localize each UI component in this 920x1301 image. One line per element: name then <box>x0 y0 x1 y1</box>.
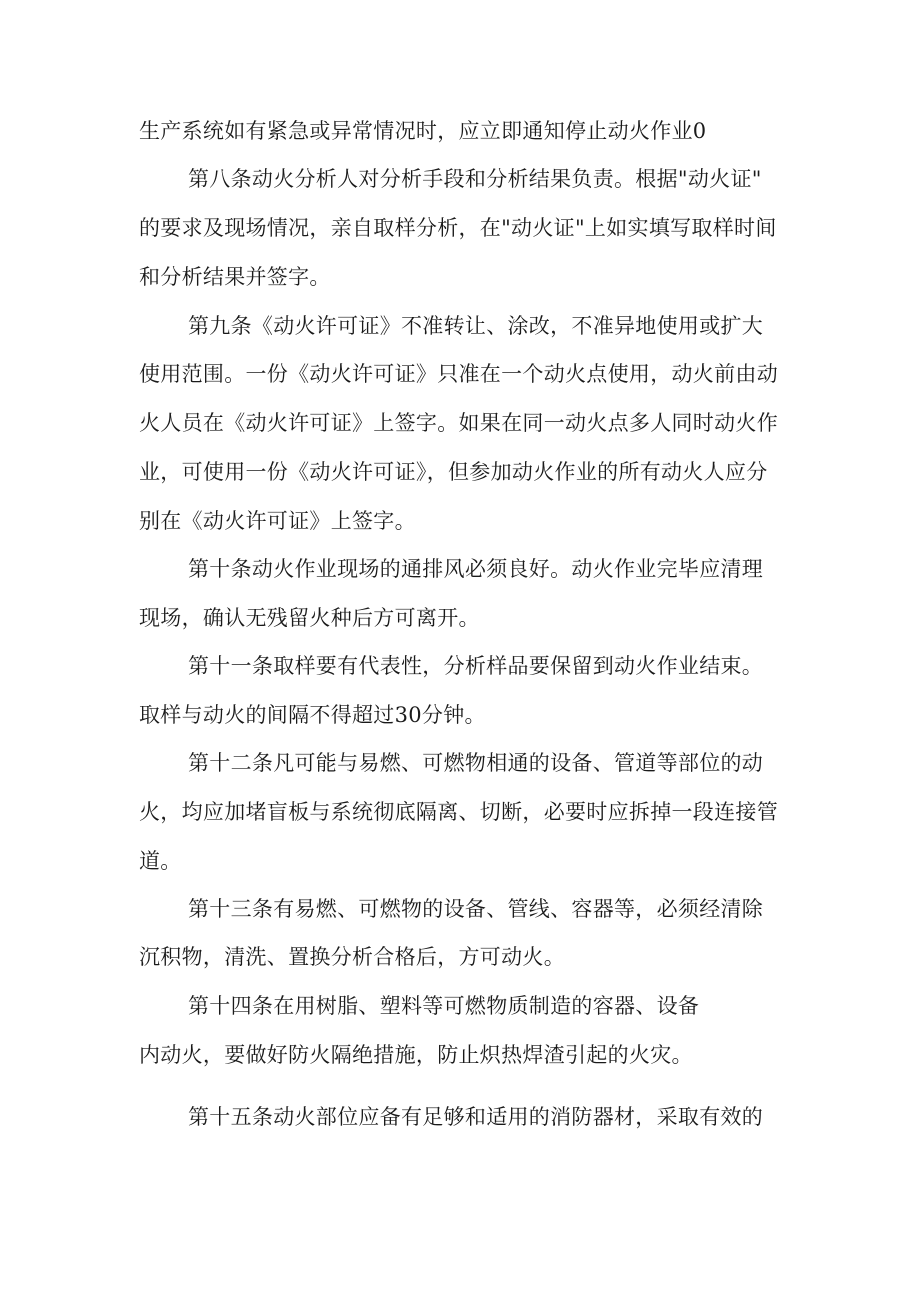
paragraph-line: 使用范围。一份《动火许可证》只准在一个动火点使用，动火前由动 <box>139 362 778 386</box>
paragraph-line: 业，可使用一份《动火许可证》，但参加动火作业的所有动火人应分 <box>139 460 768 484</box>
paragraph-line: 取样与动火的间隔不得超过30分钟。 <box>139 703 486 727</box>
article-14-start: 第十四条在用树脂、塑料等可燃物质制造的容器、设备 <box>188 994 700 1018</box>
article-9-start: 第九条《动火许可证》不准转让、涂改，不准异地使用或扩大 <box>188 314 764 338</box>
paragraph-line: 别在《动火许可证》上签字。 <box>139 509 416 533</box>
paragraph-line: 内动火，要做好防火隔绝措施，防止炽热焊渣引起的火灾。 <box>139 1043 693 1067</box>
article-12-start: 第十二条凡可能与易燃、可燃物相通的设备、管道等部位的动 <box>188 751 764 775</box>
paragraph-line: 沉积物，清洗、置换分析合格后，方可动火。 <box>139 945 565 969</box>
article-15-start: 第十五条动火部位应备有足够和适用的消防器材，采取有效的 <box>188 1105 764 1129</box>
paragraph-line: 的要求及现场情况，亲自取样分析，在"动火证"上如实填写取样时间 <box>139 216 777 240</box>
paragraph-line: 道。 <box>139 849 182 873</box>
article-11-start: 第十一条取样要有代表性，分析样品要保留到动火作业结束。 <box>188 654 764 678</box>
article-13-start: 第十三条有易燃、可燃物的设备、管线、容器等，必须经清除 <box>188 897 764 921</box>
paragraph-line: 和分析结果并签字。 <box>139 265 331 289</box>
paragraph-line: 现场，确认无残留火种后方可离开。 <box>139 606 480 630</box>
paragraph-line: 生产系统如有紧急或异常情况时，应立即通知停止动火作业0 <box>139 119 707 143</box>
paragraph-line: 火，均应加堵盲板与系统彻底隔离、切断，必要时应拆掉一段连接管 <box>139 800 778 824</box>
article-10-start: 第十条动火作业现场的通排风必须良好。动火作业完毕应清理 <box>188 557 764 581</box>
paragraph-line: 火人员在《动火许可证》上签字。如果在同一动火点多人同时动火作 <box>139 411 778 435</box>
article-8-start: 第八条动火分析人对分析手段和分析结果负责。根据"动火证" <box>188 167 762 191</box>
